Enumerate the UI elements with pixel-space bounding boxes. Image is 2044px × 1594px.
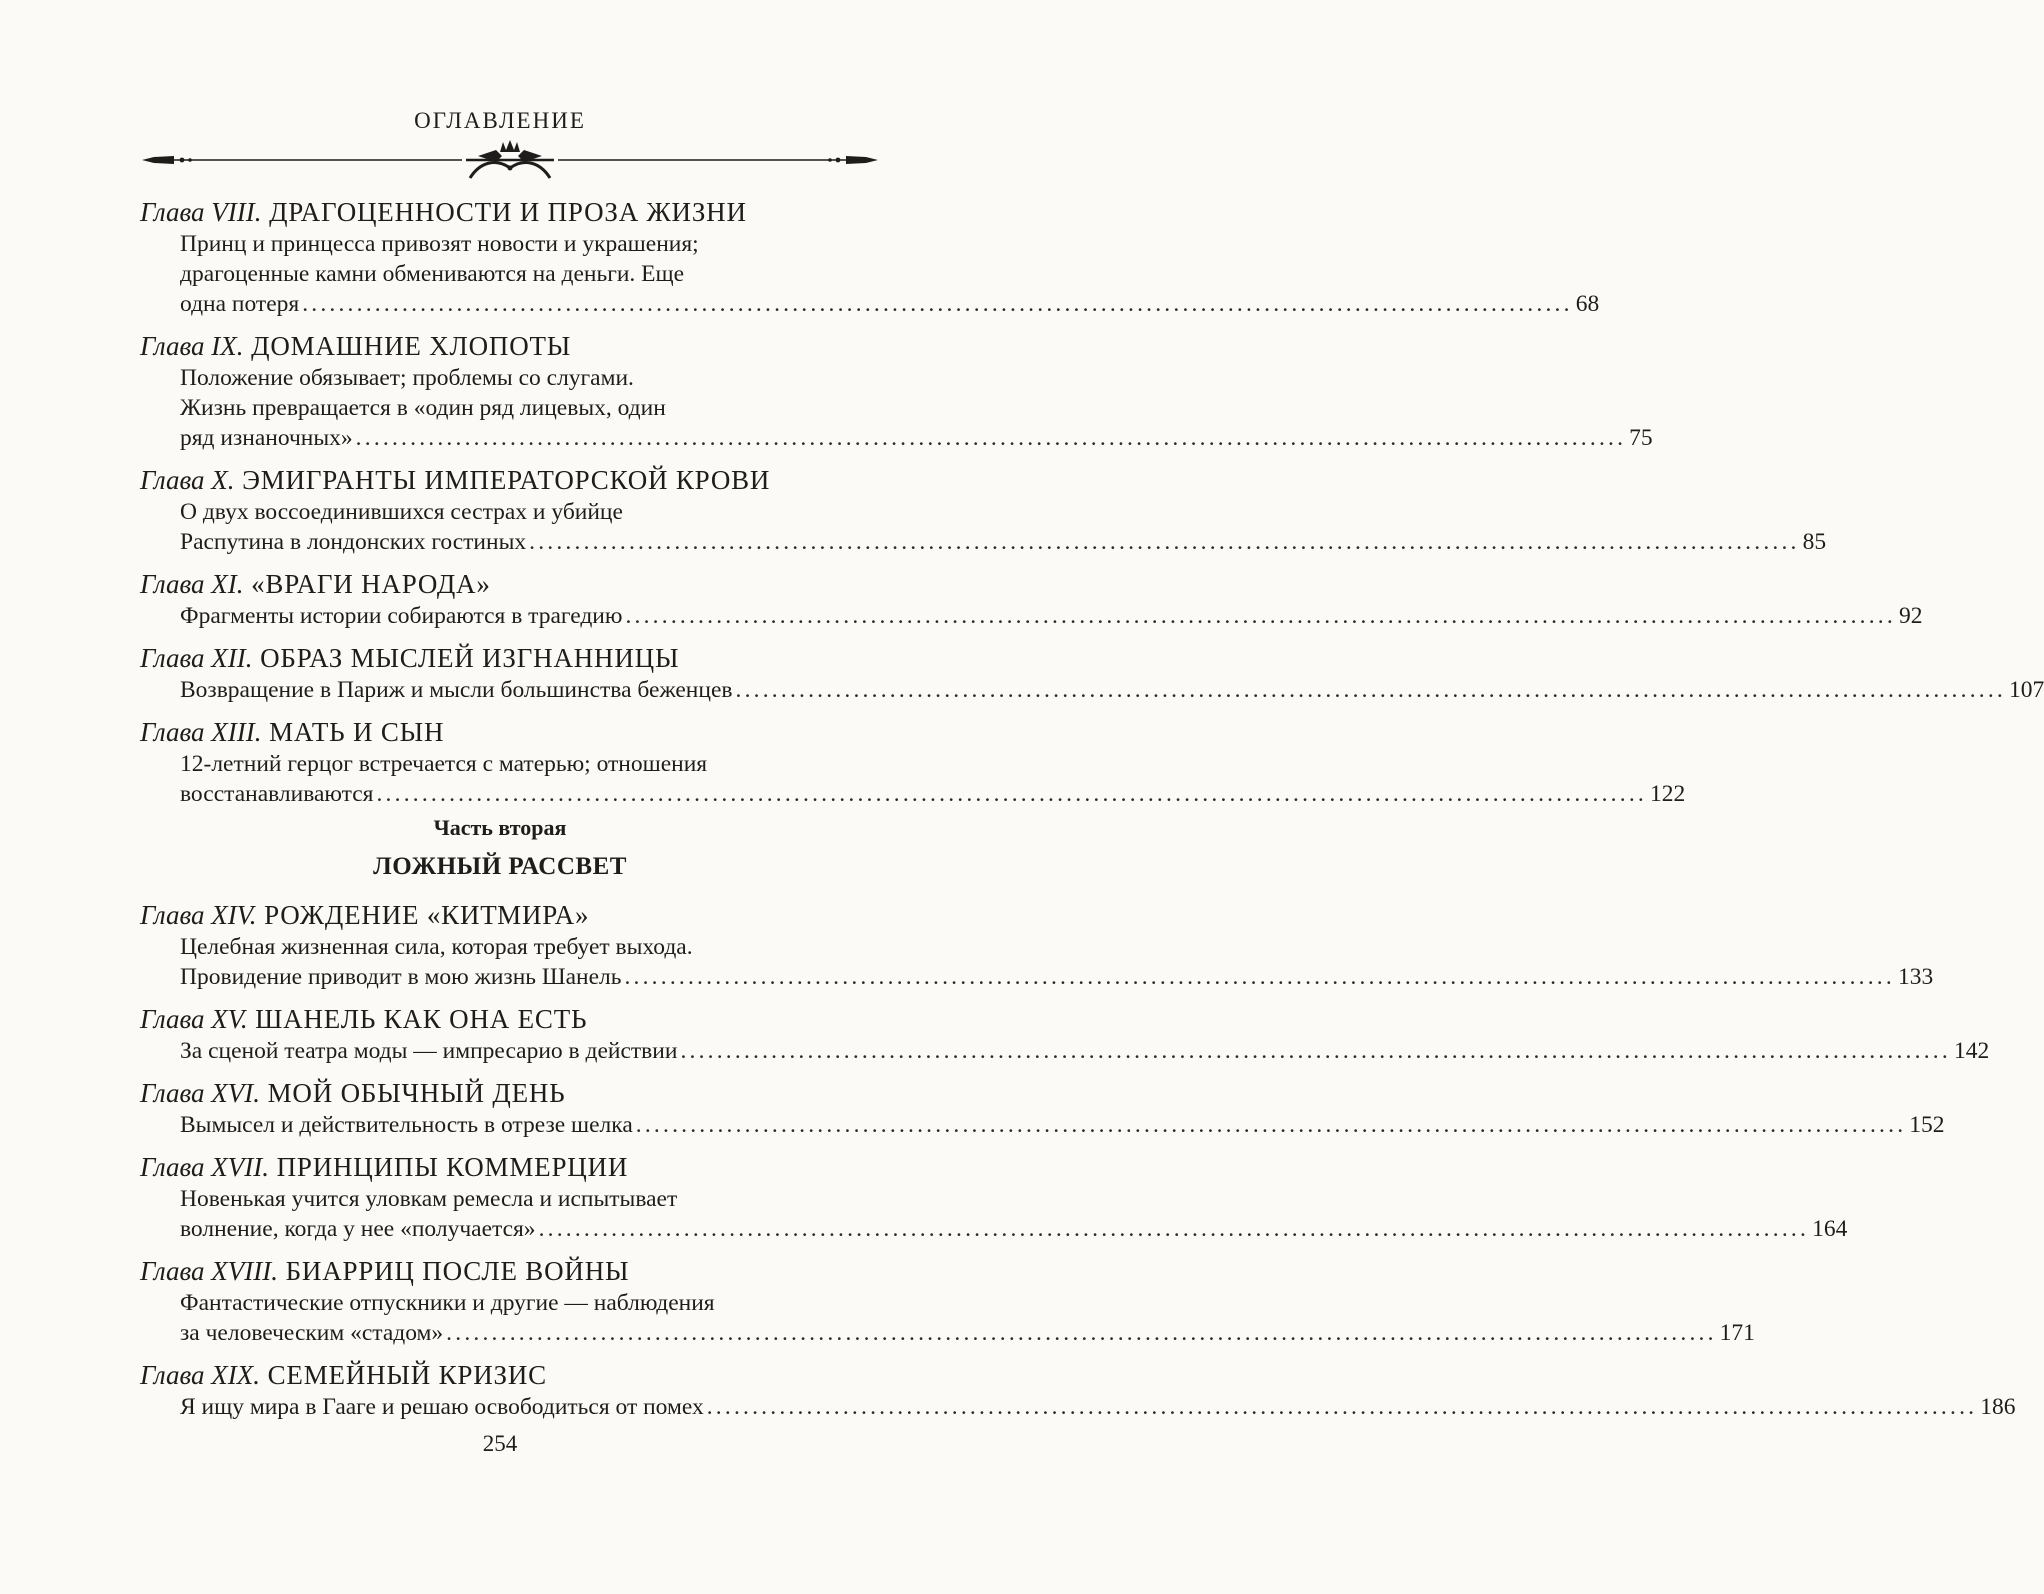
dot-leader: ............................................................................................................................................ xyxy=(376,781,1647,807)
summary-line xyxy=(180,932,880,962)
summary-line xyxy=(180,1184,880,1214)
toc-entry xyxy=(140,568,1923,631)
part-label: Часть вторая xyxy=(433,815,567,840)
chapter-heading xyxy=(140,1255,880,1288)
summary-line xyxy=(180,1036,1990,1066)
dot-leader: ............................................................................................................................................ xyxy=(529,529,1800,555)
toc-entry xyxy=(140,1003,1990,1066)
page-ref: 152 xyxy=(1909,1112,1945,1138)
page-number: 254 xyxy=(482,1431,518,1456)
chapter-summary xyxy=(180,1036,1990,1066)
toc-entry xyxy=(140,716,1686,809)
page-ref: 107 xyxy=(2009,677,2044,703)
summary-line xyxy=(180,497,880,527)
summary-text: ряд изнаночных» xyxy=(180,425,353,451)
chapter-summary xyxy=(180,932,1934,992)
chapter-title: БИАРРИЦ ПОСЛЕ ВОЙНЫ xyxy=(285,1256,630,1286)
page-ref: 142 xyxy=(1953,1038,1990,1064)
chapter-number: Глава XIII. xyxy=(140,717,262,747)
chapter-heading xyxy=(140,716,880,749)
page-ref: 186 xyxy=(1980,1394,2016,1420)
chapter-heading xyxy=(140,196,880,229)
dot-leader: ............................................................................................................................................ xyxy=(624,964,1895,990)
chapter-title: ДРАГОЦЕННОСТИ И ПРОЗА ЖИЗНИ xyxy=(269,197,747,227)
summary-text: О двух воссоединившихся сестрах и убийце xyxy=(180,499,623,525)
summary-line xyxy=(180,289,1600,319)
summary-line xyxy=(180,1392,2016,1422)
chapter-number: Глава XIX. xyxy=(140,1360,261,1390)
summary-text: за человеческим «стадом» xyxy=(180,1320,444,1346)
chapter-heading xyxy=(140,642,880,675)
running-head: ОГЛАВЛЕНИЕ xyxy=(414,108,586,133)
page-ref: 75 xyxy=(1629,425,1653,451)
chapter-heading xyxy=(140,330,880,363)
summary-line xyxy=(180,1318,1755,1348)
chapter-number: Глава VIII. xyxy=(140,197,262,227)
summary-text: Провидение приводит в мою жизнь Шанель xyxy=(180,964,622,990)
part-title: ЛОЖНЫЙ РАССВЕТ xyxy=(373,853,627,880)
summary-line xyxy=(180,229,880,259)
chapter-summary xyxy=(180,229,1600,319)
chapter-number: Глава X. xyxy=(140,465,235,495)
chapter-number: Глава XII. xyxy=(140,643,253,673)
page-ref: 164 xyxy=(1812,1216,1848,1242)
chapter-summary xyxy=(180,749,1686,809)
summary-text: Я ищу мира в Гааге и решаю освободиться от помех xyxy=(180,1394,704,1420)
summary-text: 12-летний герцог встречается с матерью; отношения xyxy=(180,751,708,777)
toc-entry xyxy=(140,1151,1848,1244)
chapter-summary xyxy=(180,601,1923,631)
chapter-title: МАТЬ И СЫН xyxy=(269,717,445,747)
summary-text: Вымысел и действительность в отрезе шелка xyxy=(180,1112,633,1138)
summary-text: Возвращение в Париж и мысли большинства беженцев xyxy=(180,677,733,703)
chapter-summary xyxy=(180,1392,2016,1422)
chapter-number: Глава XVI. xyxy=(140,1078,261,1108)
chapter-heading xyxy=(140,1003,880,1036)
dot-leader: ............................................................................................................................................ xyxy=(706,1394,1978,1420)
chapter-title: ЭМИГРАНТЫ ИМПЕРАТОРСКОЙ КРОВИ xyxy=(242,465,771,495)
chapter-heading xyxy=(140,1151,880,1184)
toc-entry xyxy=(140,330,1653,453)
toc-entry xyxy=(140,464,1827,557)
summary-text: За сценой театра моды — импресарио в действии xyxy=(180,1038,678,1064)
summary-text: одна потеря xyxy=(180,291,300,317)
dot-leader: ............................................................................................................................................ xyxy=(446,1320,1717,1346)
summary-line xyxy=(180,527,1827,557)
summary-line xyxy=(180,1214,1848,1244)
chapter-heading xyxy=(140,1077,880,1110)
chapter-number: Глава XVII. xyxy=(140,1152,270,1182)
chapter-title: МОЙ ОБЫЧНЫЙ ДЕНЬ xyxy=(267,1078,566,1108)
toc-entry xyxy=(140,1359,2016,1422)
chapter-title: РОЖДЕНИЕ «КИТМИРА» xyxy=(264,900,590,930)
chapter-title: ПРИНЦИПЫ КОММЕРЦИИ xyxy=(276,1152,629,1182)
chapter-number: Глава IX. xyxy=(140,331,244,361)
summary-line xyxy=(180,393,880,423)
contents-part-one xyxy=(140,196,2044,820)
summary-line xyxy=(180,749,880,779)
summary-text: волнение, когда у нее «получается» xyxy=(180,1216,536,1242)
page-ref: 171 xyxy=(1719,1320,1755,1346)
dot-leader: ............................................................................................................................................ xyxy=(538,1216,1810,1242)
ornament-divider-icon xyxy=(140,138,880,188)
chapter-number: Глава XVIII. xyxy=(140,1256,279,1286)
chapter-summary xyxy=(180,675,2044,705)
summary-text: Жизнь превращается в «один ряд лицевых, один xyxy=(180,395,666,421)
summary-text: Положение обязывает; проблемы со слугами. xyxy=(180,365,634,391)
dot-leader: ............................................................................................................................................ xyxy=(680,1038,1951,1064)
summary-text: Принц и принцесса привозят новости и украшения; xyxy=(180,231,699,257)
chapter-summary xyxy=(180,1288,1755,1348)
chapter-number: Глава XI. xyxy=(140,569,244,599)
summary-line xyxy=(180,423,1653,453)
chapter-title: «ВРАГИ НАРОДА» xyxy=(251,569,491,599)
summary-text: Фантастические отпускники и другие — наблюдения xyxy=(180,1290,715,1316)
toc-entry xyxy=(140,642,2044,705)
page-ref: 85 xyxy=(1802,529,1827,555)
chapter-number: Глава XV. xyxy=(140,1004,248,1034)
contents-part-two xyxy=(140,899,2016,1433)
summary-text: драгоценные камни обмениваются на деньги. Еще xyxy=(180,261,685,287)
chapter-title: СЕМЕЙНЫЙ КРИЗИС xyxy=(267,1360,547,1390)
dot-leader: ............................................................................................................................................ xyxy=(625,603,1896,629)
summary-line xyxy=(180,962,1934,992)
chapter-summary xyxy=(180,497,1827,557)
summary-line xyxy=(180,675,2044,705)
chapter-title: ШАНЕЛЬ КАК ОНА ЕСТЬ xyxy=(255,1004,588,1034)
page-ref: 133 xyxy=(1897,964,1934,990)
summary-line xyxy=(180,1110,1945,1140)
summary-text: Новенькая учится уловкам ремесла и испытывает xyxy=(180,1186,678,1212)
chapter-heading xyxy=(140,899,880,932)
dot-leader: ............................................................................................................................................ xyxy=(355,425,1627,451)
chapter-title: ДОМАШНИЕ ХЛОПОТЫ xyxy=(251,331,572,361)
page-ref: 68 xyxy=(1575,291,1600,317)
summary-line xyxy=(180,363,880,393)
summary-text: восстанавливаются xyxy=(180,781,374,807)
summary-line xyxy=(180,259,880,289)
dot-leader: ............................................................................................................................................ xyxy=(735,677,2006,703)
summary-text: Фрагменты истории собираются в трагедию xyxy=(180,603,623,629)
chapter-number: Глава XIV. xyxy=(140,900,257,930)
chapter-summary xyxy=(180,363,1653,453)
dot-leader: ............................................................................................................................................ xyxy=(302,291,1573,317)
chapter-summary xyxy=(180,1110,1945,1140)
summary-text: Распутина в лондонских гостиных xyxy=(180,529,527,555)
summary-line xyxy=(180,601,1923,631)
toc-entry xyxy=(140,1077,1945,1140)
summary-line xyxy=(180,779,1686,809)
toc-entry xyxy=(140,196,1600,319)
page-ref: 92 xyxy=(1898,603,1923,629)
chapter-summary xyxy=(180,1184,1848,1244)
summary-line xyxy=(180,1288,880,1318)
chapter-title: ОБРАЗ МЫСЛЕЙ ИЗГНАННИЦЫ xyxy=(260,643,680,673)
toc-entry xyxy=(140,899,1934,992)
page-ref: 122 xyxy=(1649,781,1686,807)
chapter-heading xyxy=(140,568,880,601)
toc-entry xyxy=(140,1255,1755,1348)
dot-leader: ............................................................................................................................................ xyxy=(635,1112,1907,1138)
summary-text: Целебная жизненная сила, которая требует выхода. xyxy=(180,934,693,960)
chapter-heading xyxy=(140,464,880,497)
chapter-heading xyxy=(140,1359,880,1392)
